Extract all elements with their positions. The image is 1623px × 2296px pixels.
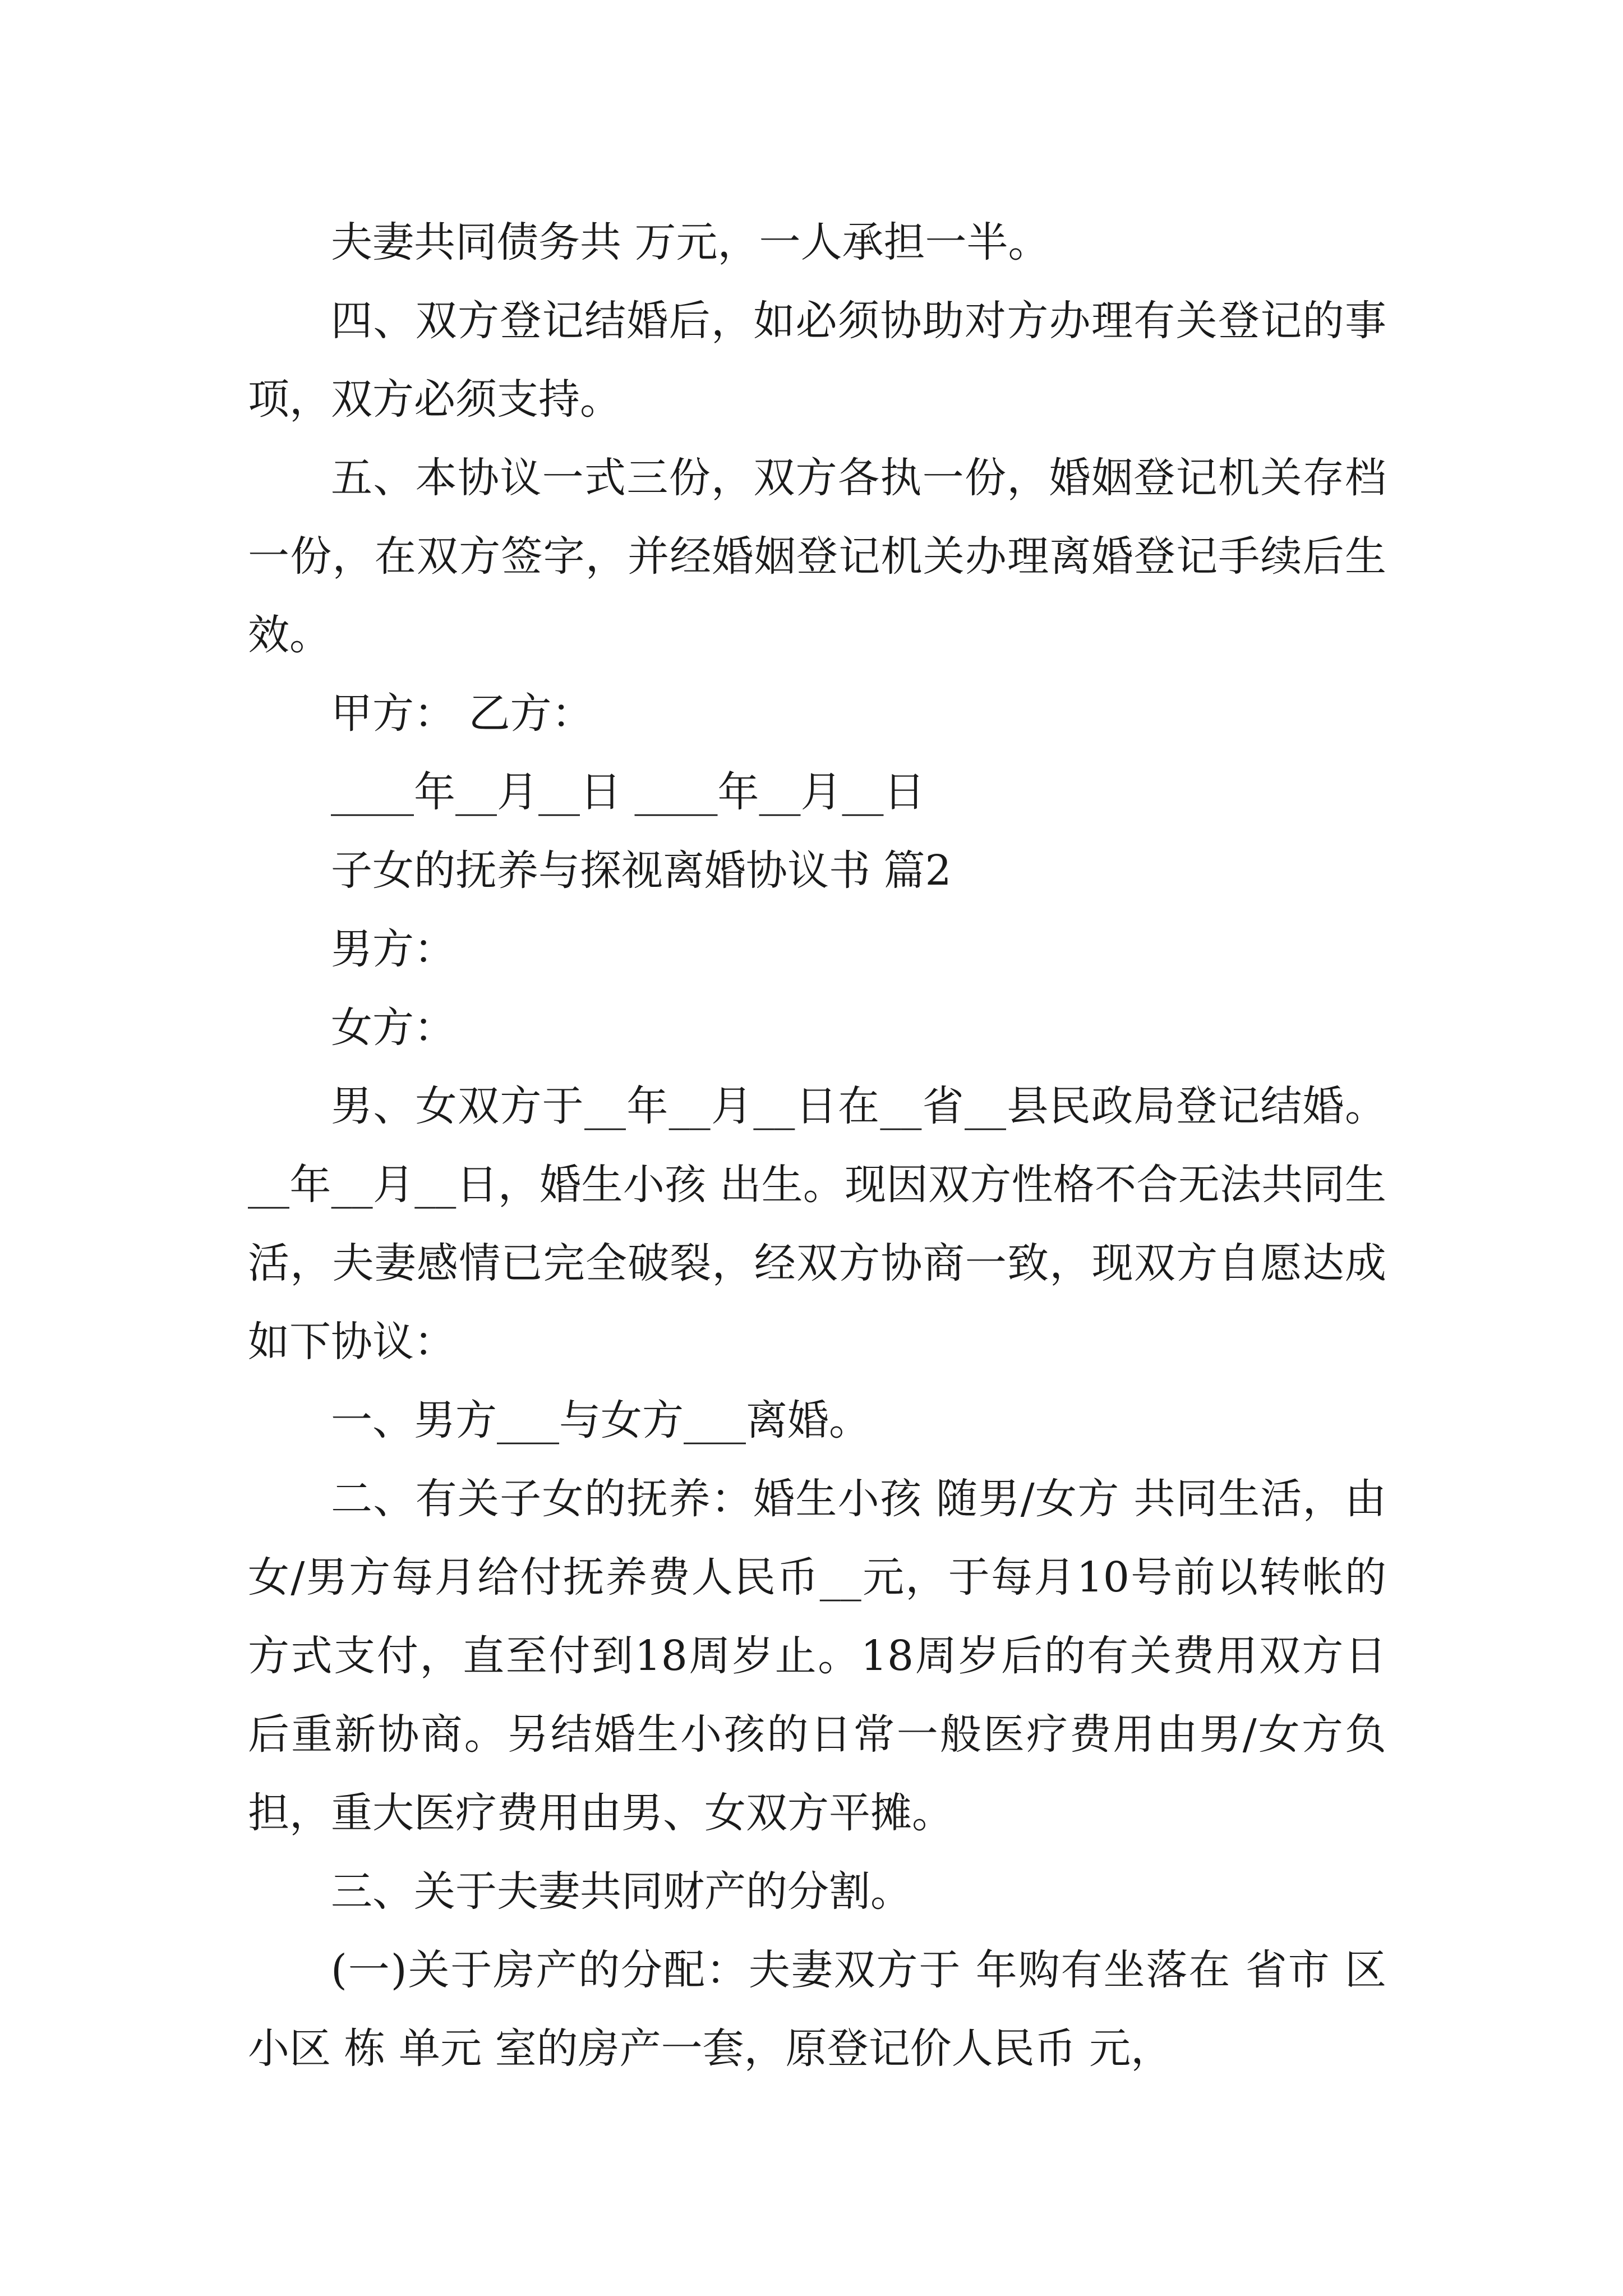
- section-title: 子女的抚养与探视离婚协议书 篇2: [331, 846, 952, 895]
- paragraph-item-3-1: (一)关于房产的分配：夫妻双方于 年购有坐落在 省市 区 小区 栋 单元 室的房产一套，原登记价人民币 元，: [248, 1946, 1386, 2073]
- paragraph-item-3: 三、关于夫妻共同财产的分割。: [331, 1867, 912, 1916]
- party-male: 男方：: [331, 925, 455, 973]
- paragraph-item-1: 一、男方___与女方___离婚。: [331, 1396, 870, 1444]
- signature-dates: ____年__月__日 ____年__月__日: [331, 768, 925, 816]
- document-body: [248, 203, 1386, 2088]
- party-female: 女方：: [331, 1004, 455, 1052]
- paragraph-clause-5: 五、本协议一式三份，双方各执一份，婚姻登记机关存档一份，在双方签字，并经婚姻登记机关办理离婚登记手续后生效。: [248, 454, 1386, 659]
- signature-parties: 甲方： 乙方：: [331, 689, 593, 738]
- paragraph-preamble: 男、女双方于__年__月__日在__省__县民政局登记结婚。__年__月__日，婚生小孩 出生。现因双方性格不合无法共同生活，夫妻感情已完全破裂，经双方协商一致，现双方自愿达成如下协议：: [248, 1082, 1386, 1366]
- paragraph-debt: 夫妻共同债务共 万元，一人承担一半。: [331, 218, 1050, 266]
- paragraph-clause-4: 四、双方登记结婚后，如必须协助对方办理有关登记的事项，双方必须支持。: [248, 297, 1386, 424]
- paragraph-item-2: 二、有关子女的抚养：婚生小孩 随男/女方 共同生活，由女/男方每月给付抚养费人民币__元，于每月10号前以转帐的方式支付，直至付到18周岁止。18周岁后的有关费用双方日后重新协商。另结婚生小孩的日常一般医疗费用由男/女方负担，重大医疗费用由男、女双方平摊。: [248, 1475, 1386, 1837]
